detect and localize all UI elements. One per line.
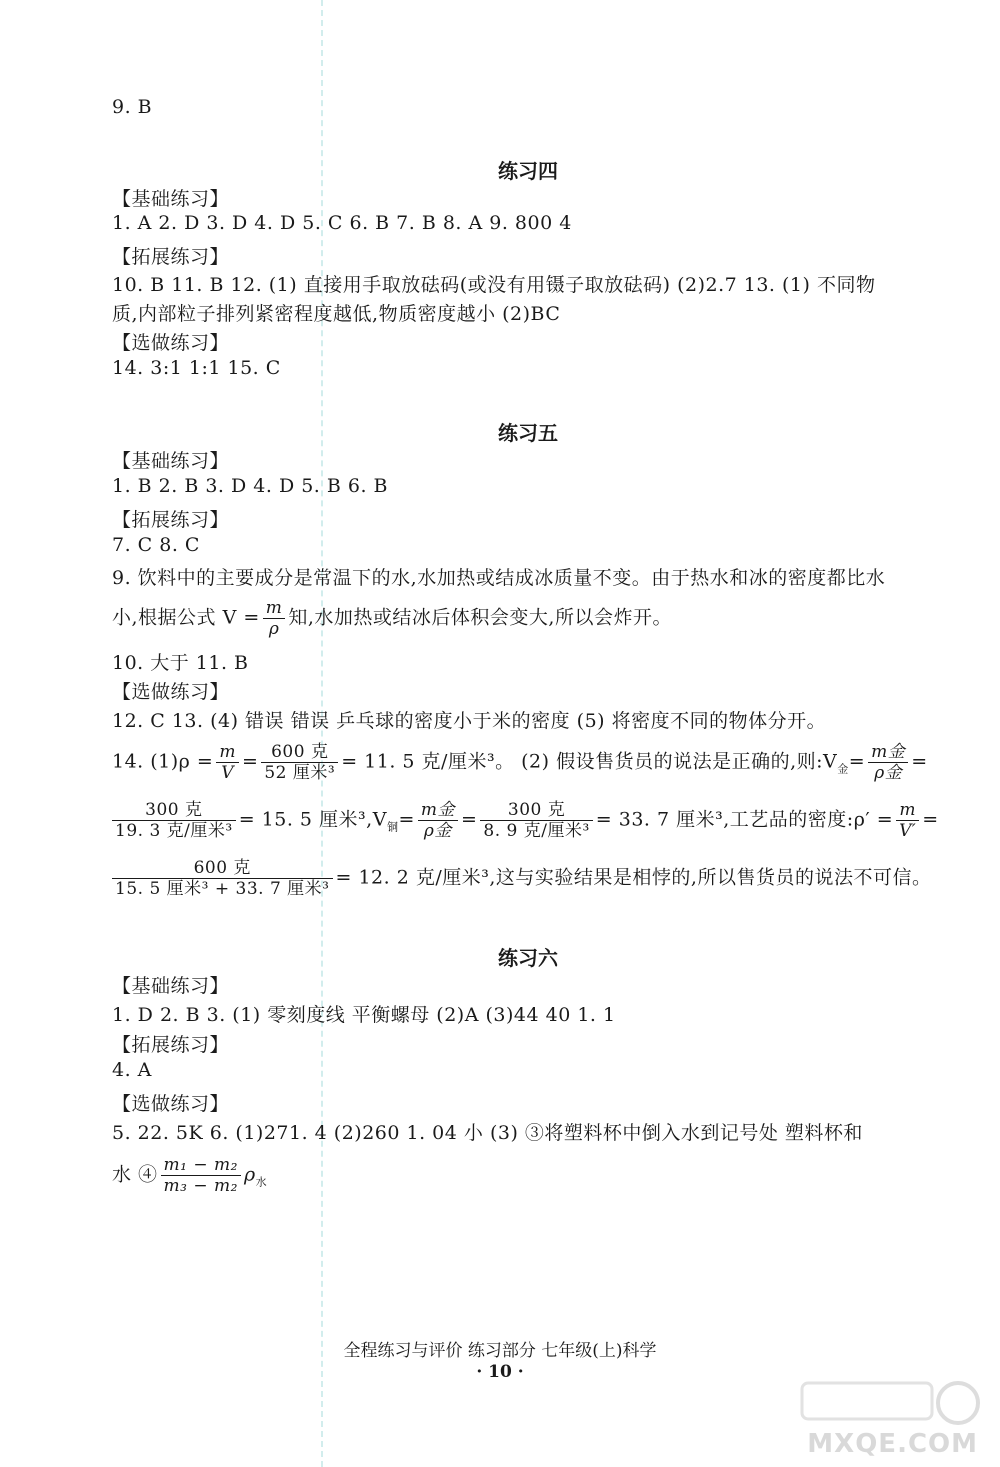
- watermark-text: MXQE.COM: [807, 1429, 978, 1459]
- subsection-label: 【拓展练习】: [112, 246, 230, 268]
- denominator: 8. 9 克/厘米³: [480, 820, 592, 841]
- answer-line: 7. C 8. C: [112, 534, 200, 556]
- text: =: [911, 750, 928, 773]
- numerator: 300 克: [145, 800, 203, 820]
- fraction: [216, 742, 239, 783]
- text: = 33. 7 厘米³,工艺品的密度:ρ′ =: [595, 808, 894, 831]
- numerator: m: [219, 742, 236, 762]
- denominator: ρ金: [418, 820, 458, 841]
- answer-line-formula: [112, 598, 672, 639]
- text: 14. (1)ρ =: [112, 750, 214, 773]
- fraction: [480, 800, 592, 841]
- answer-line: 1. D 2. B 3. (1) 零刻度线 平衡螺母 (2)A (3)44 40 1. 1: [112, 1004, 616, 1026]
- denominator: 19. 3 克/厘米³: [112, 820, 236, 841]
- denominator: V′: [896, 820, 919, 841]
- text: = 11. 5 克/厘米³。 (2) 假设售货员的说法是正确的,则:V: [341, 750, 838, 773]
- text: =: [848, 750, 866, 773]
- denominator: ρ: [263, 618, 286, 639]
- fraction: [868, 742, 908, 783]
- numerator: 600 克: [193, 858, 251, 878]
- answer-line: 4. A: [112, 1059, 152, 1081]
- text: = 15. 5 厘米³,V: [238, 808, 387, 831]
- answer-line: 5. 22. 5K 6. (1)271. 4 (2)260 1. 04 小 (3) ③将塑料杯中倒入水到记号处 塑料杯和: [112, 1122, 863, 1144]
- numerator: 600 克: [271, 742, 329, 762]
- subsection-label: 【基础练习】: [112, 188, 230, 210]
- subscript: 铜: [386, 820, 399, 834]
- text: =: [241, 750, 259, 773]
- text: = 12. 2 克/厘米³,这与实验结果是相悖的,所以售货员的说法不可信。: [335, 866, 932, 889]
- subsection-label: 【基础练习】: [112, 975, 230, 997]
- numerator: m: [899, 800, 917, 820]
- answer-line: 质,内部粒子排列紧密程度越低,物质密度越小 (2)BC: [112, 303, 561, 325]
- numerator: m金: [871, 742, 906, 762]
- numerator: m: [265, 598, 283, 618]
- denominator: 52 厘米³: [261, 762, 338, 783]
- footer-book-title: 全程练习与评价 练习部分 七年级(上)科学: [343, 1341, 657, 1361]
- answer-line: 10. B 11. B 12. (1) 直接用手取放砝码(或没有用镊子取放砝码) (2)2.7 13. (1) 不同物: [112, 274, 876, 296]
- fraction: [263, 598, 286, 639]
- numerator: 300 克: [507, 800, 566, 820]
- denominator: m₃ − m₂: [161, 1175, 241, 1196]
- subsection-label: 【拓展练习】: [112, 1034, 230, 1056]
- text: 水 ④: [112, 1163, 158, 1186]
- denominator: V: [216, 762, 239, 783]
- denominator: 15. 5 厘米³ + 33. 7 厘米³: [112, 878, 333, 899]
- fraction: [112, 800, 236, 841]
- answer-line-formula: [112, 742, 928, 783]
- subsection-label: 【选做练习】: [112, 332, 230, 354]
- answer-line-formula: [112, 858, 931, 899]
- text: 知,水加热或结冰后体积会变大,所以会炸开。: [288, 606, 672, 629]
- numerator: m金: [420, 800, 455, 820]
- denominator: ρ金: [868, 762, 908, 783]
- text: 小,根据公式 V =: [112, 606, 260, 629]
- subsection-label: 【拓展练习】: [112, 509, 230, 531]
- subscript: 水: [255, 1175, 268, 1189]
- fraction: [896, 800, 919, 841]
- answer-line-formula: [112, 800, 939, 841]
- answer-line: 1. A 2. D 3. D 4. D 5. C 6. B 7. B 8. A 9. 800 4: [112, 212, 572, 234]
- text: =: [398, 808, 415, 831]
- answer-line: 9. B: [112, 96, 153, 118]
- fraction: [161, 1155, 241, 1196]
- subsection-label: 【基础练习】: [112, 450, 230, 472]
- answer-line: 14. 3:1 1:1 15. C: [112, 357, 281, 379]
- numerator: m₁ − m₂: [163, 1155, 238, 1175]
- text: =: [922, 808, 939, 831]
- answer-line: 10. 大于 11. B: [112, 652, 249, 674]
- section-title: 练习四: [498, 159, 558, 183]
- text: =: [460, 808, 478, 831]
- fraction: [112, 858, 333, 899]
- subscript: 金: [837, 762, 849, 776]
- answer-line: 9. 饮料中的主要成分是常温下的水,水加热或结成冰质量不变。由于热水和冰的密度都比水: [112, 567, 886, 589]
- text: ρ: [243, 1163, 256, 1186]
- section-title: 练习六: [498, 946, 558, 970]
- answer-line: 12. C 13. (4) 错误 错误 乒乓球的密度小于米的密度 (5) 将密度不同的物体分开。: [112, 710, 827, 732]
- subsection-label: 【选做练习】: [112, 681, 230, 703]
- fraction: [261, 742, 338, 783]
- section-title: 练习五: [498, 421, 558, 445]
- page-number: · 10 ·: [476, 1362, 524, 1382]
- answer-line: 1. B 2. B 3. D 4. D 5. B 6. B: [112, 475, 389, 497]
- answer-line-formula: [112, 1155, 267, 1196]
- fraction: [418, 800, 458, 841]
- subsection-label: 【选做练习】: [112, 1093, 230, 1115]
